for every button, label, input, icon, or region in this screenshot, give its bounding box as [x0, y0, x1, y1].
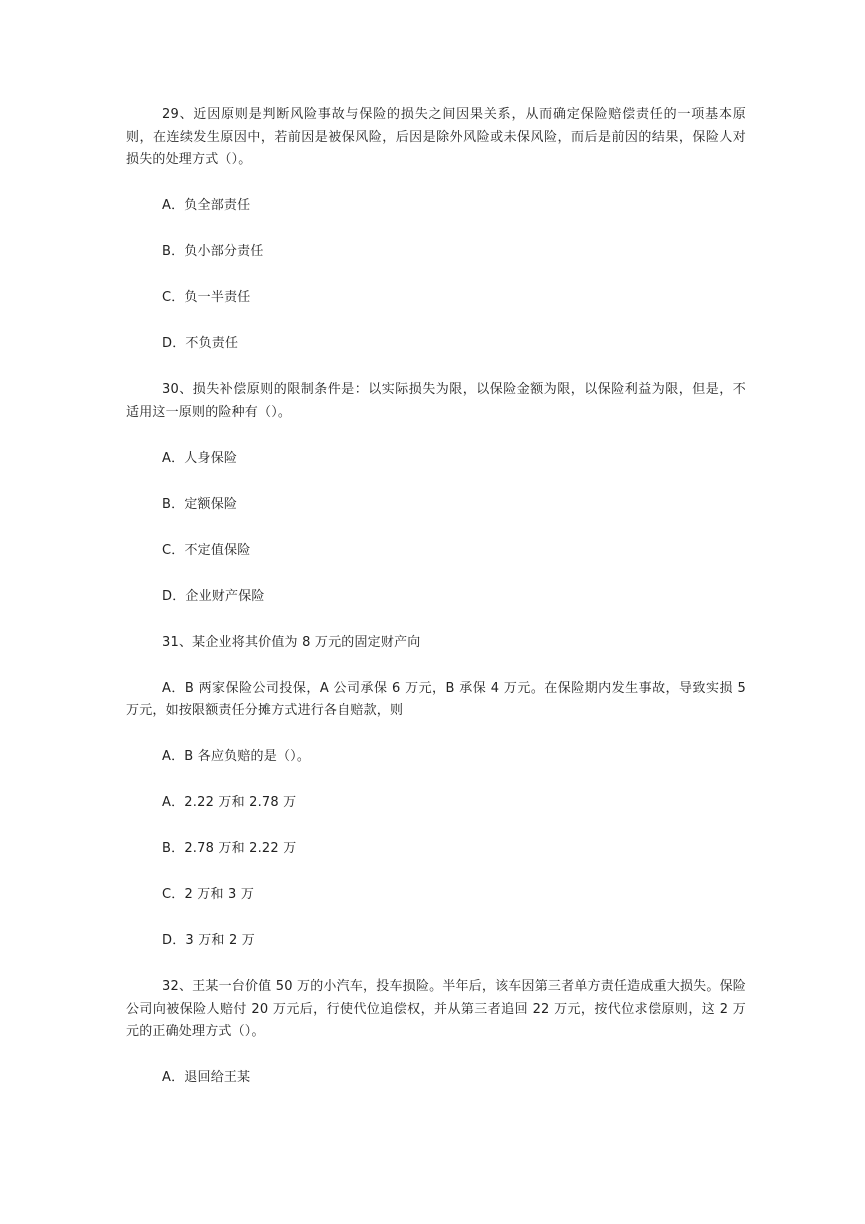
- spacer: [126, 218, 746, 242]
- question-30-text: 30、损失补偿原则的限制条件是：以实际损失为限，以保险金额为限，以保险利益为限，但是，不适用这一原则的险种有（）。: [126, 382, 746, 420]
- question-29-option-d: D．不负责任: [162, 336, 239, 351]
- spacer: [126, 654, 746, 678]
- spacer: [126, 723, 746, 747]
- question-31-option-b: B．2.78 万和 2.22 万: [162, 841, 297, 856]
- question-30-option-a: A．人身保险: [162, 450, 238, 466]
- question-31-continuation: A．B 两家保险公司投保，A 公司承保 6 万元，B 承保 4 万元。在保险期内发生事故，导致实损 5 万元，如按限额责任分摊方式进行各自赔款，则: [126, 680, 746, 718]
- spacer: [126, 769, 746, 793]
- spacer: [126, 516, 746, 540]
- spacer: [126, 608, 746, 632]
- question-29-option-a: A．负全部责任: [162, 198, 251, 213]
- spacer: [126, 470, 746, 494]
- question-30-option-b: B．定额保险: [162, 496, 238, 512]
- spacer: [126, 815, 746, 839]
- spacer: [126, 1044, 746, 1068]
- question-31-text: 31、某企业将其价值为 8 万元的固定财产向: [162, 634, 421, 650]
- question-32-text: 32、王某一台价值 50 万的小汽车，投车损险。半年后，该车因第三者单方责任造成重大损失。保险公司向被保险人赔付 20 万元后，行使代位追偿权，并从第三者追回 22 万元，按代位求偿原则，这 2 万元的正确处理方式（）。: [126, 979, 746, 1039]
- question-29-option-c: C．负一半责任: [162, 290, 251, 305]
- spacer: [126, 953, 746, 977]
- question-29-option-b: B．负小部分责任: [162, 244, 264, 259]
- question-31-option-a: A．2.22 万和 2.78 万: [162, 795, 297, 810]
- question-31-stem-end: A．B 各应负赔的是（）。: [162, 749, 311, 764]
- spacer: [126, 861, 746, 885]
- question-31-option-c: C．2 万和 3 万: [162, 887, 255, 902]
- spacer: [126, 424, 746, 448]
- question-31-option-d: D．3 万和 2 万: [162, 933, 255, 948]
- spacer: [126, 310, 746, 334]
- spacer: [126, 907, 746, 931]
- document-body: [126, 104, 746, 1090]
- spacer: [126, 264, 746, 288]
- question-30-option-d: D．企业财产保险: [162, 588, 265, 604]
- spacer: [126, 562, 746, 586]
- question-29-text: 29、近因原则是判断风险事故与保险的损失之间因果关系，从而确定保险赔偿责任的一项基本原则，在连续发生原因中，若前因是被保风险，后因是除外风险或未保风险，而后是前因的结果，保险人对损失的处理方式（）。: [126, 107, 746, 167]
- spacer: [126, 172, 746, 196]
- spacer: [126, 356, 746, 380]
- question-30-option-c: C．不定值保险: [162, 542, 251, 558]
- question-32-option-a: A．退回给王某: [162, 1070, 251, 1085]
